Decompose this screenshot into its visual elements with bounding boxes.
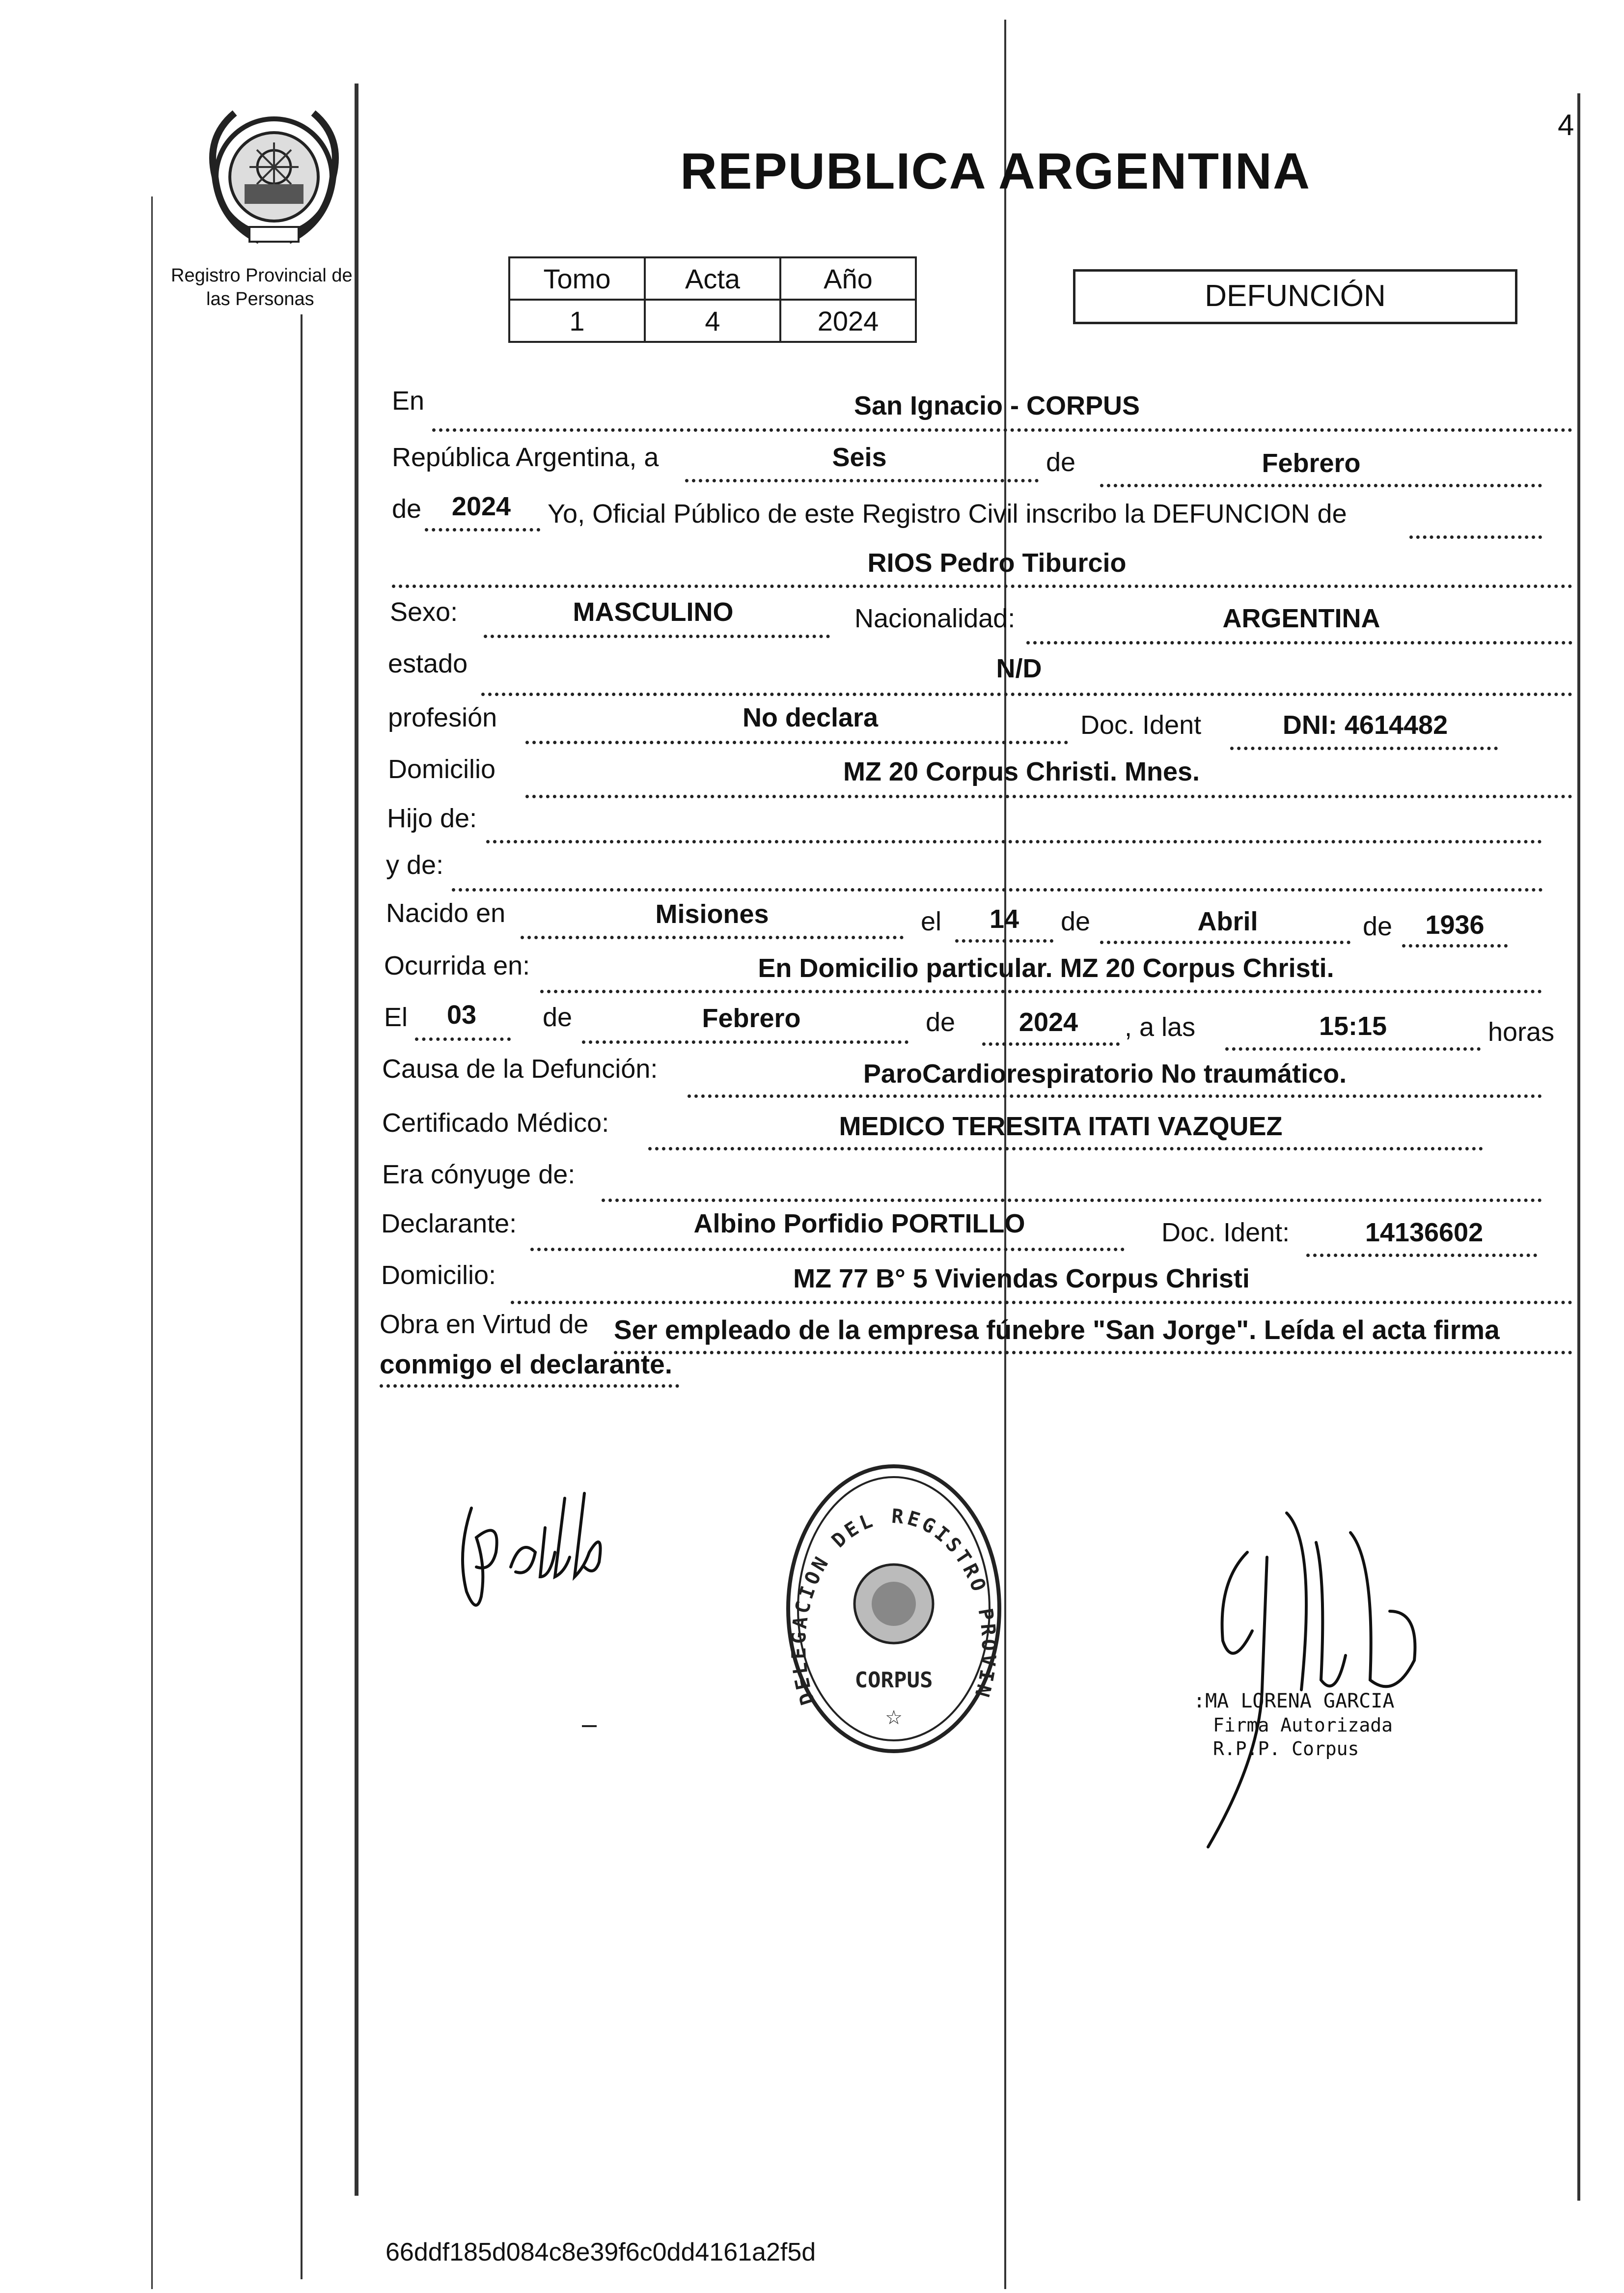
dots-month xyxy=(1100,484,1542,487)
dots-nacido xyxy=(521,936,904,939)
label-el-birth: el xyxy=(921,907,942,936)
label-republica: República Argentina, a xyxy=(392,443,659,472)
dots-birth-month xyxy=(1100,941,1350,944)
label-estado: estado xyxy=(388,649,468,678)
value-doc-ident: DNI: 4614482 xyxy=(1282,710,1448,740)
dots-birth-year xyxy=(1402,944,1508,948)
label-de-year: de xyxy=(392,494,422,524)
label-domicilio: Domicilio xyxy=(388,755,496,784)
dots-death-time xyxy=(1225,1047,1481,1051)
dots-sexo xyxy=(484,635,830,638)
label-domicilio-declarante: Domicilio: xyxy=(381,1260,496,1290)
dots-doc-ident xyxy=(1230,747,1498,750)
label-a-las: , a las xyxy=(1125,1012,1196,1042)
value-causa: ParoCardiorespiratorio No traumático. xyxy=(863,1059,1347,1089)
dots-doc-ident-declarante xyxy=(1306,1254,1537,1257)
label-horas: horas xyxy=(1488,1017,1555,1047)
label-nacido: Nacido en xyxy=(386,898,506,928)
declarant-signature xyxy=(437,1479,624,1626)
svg-text:☆: ☆ xyxy=(885,1706,903,1729)
dots-hijo xyxy=(486,840,1542,843)
value-death-time: 15:15 xyxy=(1319,1011,1387,1041)
label-causa: Causa de la Defunción: xyxy=(382,1054,658,1084)
label-doc-ident-declarante: Doc. Ident: xyxy=(1161,1218,1290,1247)
record-type-box xyxy=(1073,269,1517,324)
dots-domicilio-declarante xyxy=(511,1301,1572,1304)
dots-obra-line1 xyxy=(614,1351,1572,1354)
value-death-month: Febrero xyxy=(702,1004,801,1033)
dots-after-statement xyxy=(1409,535,1542,539)
margin-line-left-dashed xyxy=(301,314,303,2279)
dots-declarante xyxy=(530,1248,1125,1251)
dots-day xyxy=(685,479,1039,482)
label-conyuge: Era cónyuge de: xyxy=(382,1160,576,1189)
label-hijo: Hijo de: xyxy=(387,804,477,833)
value-estado: N/D xyxy=(996,654,1042,683)
table-header-acta: Acta xyxy=(645,257,780,300)
value-birth-day: 14 xyxy=(989,904,1019,934)
value-sexo: MASCULINO xyxy=(573,597,734,627)
value-deceased-name: RIOS Pedro Tiburcio xyxy=(867,548,1127,578)
dots-death-day xyxy=(415,1037,511,1041)
dots-certificado xyxy=(648,1147,1483,1150)
label-en: En xyxy=(392,386,425,416)
table-value-acta: 4 xyxy=(645,300,780,342)
official-stamp-line2: Firma Autorizada xyxy=(1213,1714,1393,1736)
dots-y-de xyxy=(452,888,1543,892)
value-year: 2024 xyxy=(451,492,511,521)
official-signature xyxy=(1188,1483,1444,1857)
value-domicilio-declarante: MZ 77 B° 5 Viviendas Corpus Christi xyxy=(793,1264,1250,1293)
table-header-ano: Año xyxy=(780,257,916,300)
record-number-table xyxy=(508,256,917,343)
label-de-birth-year: de xyxy=(1363,912,1393,941)
label-obra: Obra en Virtud de xyxy=(380,1310,589,1339)
dots-conyuge xyxy=(602,1199,1542,1202)
margin-line-main xyxy=(355,84,358,2196)
dots-year xyxy=(425,528,540,531)
label-profesion: profesión xyxy=(388,703,497,732)
page-number: 4 xyxy=(1558,109,1574,141)
province-seal-logo xyxy=(195,98,353,255)
table-header-tomo: Tomo xyxy=(509,257,645,300)
label-sexo: Sexo: xyxy=(390,597,458,627)
value-nacionalidad: ARGENTINA xyxy=(1222,604,1380,633)
official-stamp-line1: :MA LORENA GARCIA xyxy=(1193,1690,1395,1712)
value-domicilio: MZ 20 Corpus Christi. Mnes. xyxy=(843,757,1200,786)
table-value-ano: 2024 xyxy=(780,300,916,342)
registry-delegation-stamp xyxy=(781,1456,1007,1761)
label-y-de: y de: xyxy=(386,850,444,880)
label-de-month: de xyxy=(1046,447,1076,477)
dash-mark xyxy=(582,1725,597,1727)
value-birth-year: 1936 xyxy=(1425,910,1485,940)
value-declarante: Albino Porfidio PORTILLO xyxy=(693,1209,1025,1238)
registry-label-line1: Registro Provincial de xyxy=(171,265,353,286)
stamp-text: DELEGACION DEL REGISTRO PROVIN xyxy=(787,1505,1000,1708)
center-fold-line xyxy=(1004,20,1006,2289)
value-ocurrida: En Domicilio particular. MZ 20 Corpus Christi. xyxy=(758,953,1334,983)
dots-death-month xyxy=(582,1040,908,1044)
dots-domicilio xyxy=(525,795,1572,798)
value-obra-line1: Ser empleado de la empresa fúnebre "San Jorge". Leída el acta firma xyxy=(614,1314,1500,1345)
record-type-label: DEFUNCIÓN xyxy=(1205,279,1386,313)
official-stamp-line3: R.P.P. Corpus xyxy=(1213,1738,1359,1760)
value-certificado: MEDICO TERESITA ITATI VAZQUEZ xyxy=(839,1112,1283,1141)
official-statement: Yo, Oficial Público de este Registro Civil inscribo la DEFUNCION de xyxy=(548,499,1347,529)
registry-label-line2: las Personas xyxy=(206,289,314,309)
label-de-birth-month: de xyxy=(1061,907,1091,936)
dots-name xyxy=(392,585,1572,588)
table-value-tomo: 1 xyxy=(509,300,645,342)
value-month: Febrero xyxy=(1262,448,1361,478)
label-declarante: Declarante: xyxy=(381,1209,517,1238)
value-obra-line2: conmigo el declarante. xyxy=(380,1349,673,1379)
dots-death-year xyxy=(982,1042,1120,1046)
label-de-death-year: de xyxy=(926,1007,956,1037)
dots-causa xyxy=(688,1094,1542,1098)
value-profesion: No declara xyxy=(742,703,879,732)
margin-line-right xyxy=(1577,93,1580,2201)
label-ocurrida: Ocurrida en: xyxy=(384,951,530,980)
dots-nacionalidad xyxy=(1026,641,1572,644)
value-death-day: 03 xyxy=(446,1000,477,1030)
page-title: REPUBLICA ARGENTINA xyxy=(680,143,1311,200)
dots-birth-day xyxy=(955,939,1053,943)
value-birth-month: Abril xyxy=(1197,907,1258,936)
dots-estado xyxy=(481,693,1572,696)
dots-ocurrida xyxy=(540,990,1542,993)
margin-line-left xyxy=(151,196,153,2289)
document-hash: 66ddf185d084c8e39f6c0dd4161a2f5d xyxy=(385,2238,816,2266)
value-death-year: 2024 xyxy=(1018,1007,1078,1037)
dots-profesion xyxy=(525,741,1068,744)
value-en: San Ignacio - CORPUS xyxy=(853,391,1140,420)
label-el-death: El xyxy=(384,1003,408,1032)
value-day: Seis xyxy=(832,443,887,472)
label-certificado: Certificado Médico: xyxy=(382,1108,609,1138)
value-nacido: Misiones xyxy=(655,899,769,929)
label-nacionalidad: Nacionalidad: xyxy=(854,604,1016,633)
label-de-death-month: de xyxy=(543,1003,573,1032)
value-doc-ident-declarante: 14136602 xyxy=(1365,1218,1484,1247)
dots-obra-line2 xyxy=(380,1384,679,1388)
dots-en xyxy=(432,428,1572,432)
label-doc-ident: Doc. Ident xyxy=(1080,710,1202,740)
stamp-city: CORPUS xyxy=(854,1668,933,1693)
